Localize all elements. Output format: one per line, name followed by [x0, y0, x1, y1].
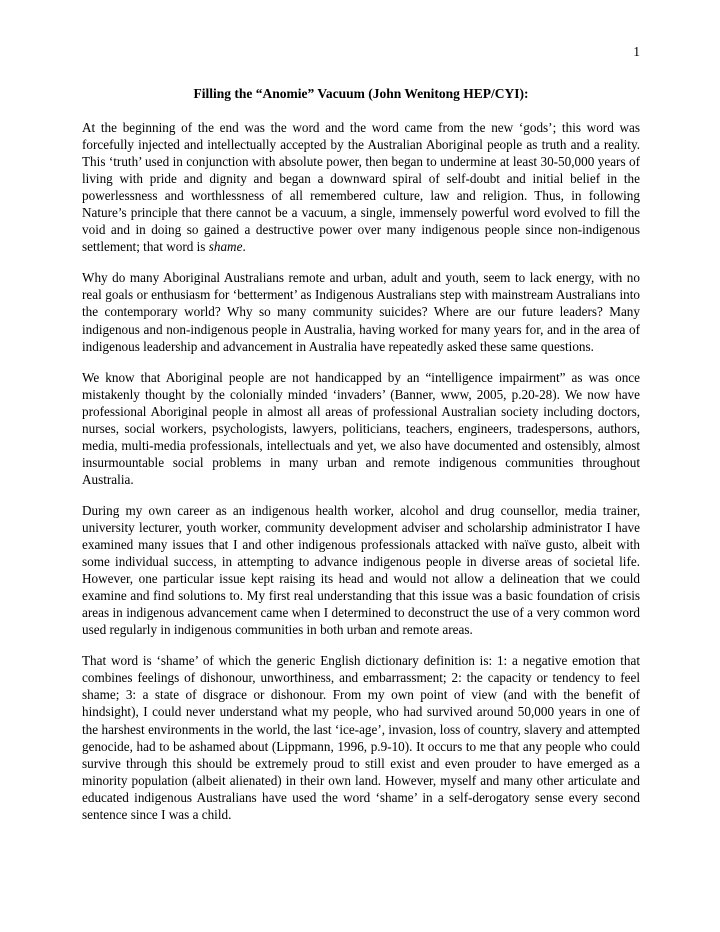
document-body: [82, 119, 640, 837]
document-title: Filling the “Anomie” Vacuum (John Wenitong HEP/CYI):: [193, 86, 529, 101]
emphasis-shame: shame: [208, 239, 243, 255]
paragraph-1-end: .: [242, 239, 246, 255]
paragraph-1-text: At the beginning of the end was the word and the word came from the new ‘gods’; this word was forcefully injected and intellectually accepted by the Australian Aboriginal people as truth and a reality. This ‘truth’ used in conjunction with absolute power, then began to undermine at least 30-50,000 years of living with pride and dignity and began a downward spiral of self-doubt and initial belief in the powerlessness and worthlessness of all remembered culture, law and religion. Thus, in following Nature’s principle that there cannot be a vacuum, a single, immensely powerful word evolved to fill the void and in doing so gained a destructive power over many indigenous people since non-indigenous settlement; that word is: [82, 120, 640, 255]
paragraph-2: Why do many Aboriginal Australians remote and urban, adult and youth, seem to lack energy, with no real goals or enthusiasm for ‘betterment’ as Indigenous Australians step with mainstream Australians into the contemporary world? Why so many community suicides? Where are our future leaders? Many indigenous and non-indigenous people in Australia, having worked for many years for, and in the area of indigenous leadership and advancement in Australia have repeatedly asked these same questions.: [82, 270, 640, 354]
paragraph-5: That word is ‘shame’ of which the generic English dictionary definition is: 1: a negative emotion that combines feelings of dishonour, unworthiness, and embarrassment; 2: the capacity or tendency to feel shame; 3: a state of disgrace or dishonour. From my own point of view (and with the benefit of hindsight), I could never understand what my people, who had survived around 50,000 years in one of the harshest environments in the world, the last ‘ice-age’, invasion, loss of country, slavery and attempted genocide, had to be ashamed about (Lippmann, 1996, p.9-10). It occurs to me that any people who could survive through this should be extremely proud to still exist and even prouder to have emerged as a minority population (albeit alienated) in their own land. However, myself and many other articulate and educated indigenous Australians have used the word ‘shame’ in a self-derogatory sense every second sentence since I was a child.: [82, 653, 640, 822]
page-number: 1: [633, 44, 640, 59]
paragraph-4: During my own career as an indigenous health worker, alcohol and drug counsellor, media trainer, university lecturer, youth worker, community development adviser and scholarship administrator I have examined many issues that I and other indigenous professionals attacked with naïve gusto, albeit with some individual success, in attempting to advance indigenous people in diverse areas of societal life. However, one particular issue kept raising its head and would not allow a delineation that we could examine and find solutions to. My first real understanding that this issue was a basic foundation of crisis areas in indigenous advancement came when I determined to deconstruct the use of a very common word used regularly in indigenous communities in both urban and remote areas.: [82, 502, 640, 638]
paragraph-3: We know that Aboriginal people are not handicapped by an “intelligence impairment” as was once mistakenly thought by the colonially minded ‘invaders’ (Banner, www, 2005, p.20-28). We now have professional Aboriginal people in almost all areas of professional Australian society including doctors, nurses, social workers, psychologists, lawyers, politicians, teachers, engineers, tradespersons, authors, media, multi-media professionals, intellectuals and yet, we also have documented and ostensibly, almost insurmountable social problems in many urban and remote indigenous communities throughout Australia.: [82, 369, 640, 487]
paragraph-1: [82, 119, 640, 255]
